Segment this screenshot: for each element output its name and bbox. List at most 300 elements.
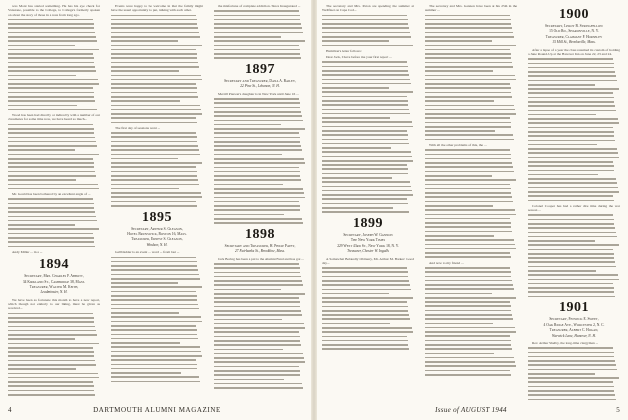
text-line bbox=[111, 372, 181, 374]
text-line bbox=[322, 156, 412, 158]
text-line bbox=[528, 114, 596, 116]
address-line: 15 Old Rd., Sharonville, N. Y. bbox=[549, 29, 599, 34]
text-line bbox=[425, 188, 511, 190]
text-line bbox=[214, 293, 305, 295]
text-line bbox=[322, 344, 408, 346]
text-line bbox=[8, 233, 93, 235]
secretary-line: Secretary and Treasurer, Dana A. Bailey, bbox=[224, 78, 296, 83]
text-line bbox=[111, 171, 197, 173]
text-line bbox=[425, 40, 492, 42]
text-line bbox=[8, 109, 97, 111]
text-line bbox=[322, 306, 408, 308]
text-line bbox=[111, 257, 196, 259]
text-line bbox=[8, 171, 95, 173]
address-line: 34 Kirkland St., Cambridge 38, Mass. bbox=[22, 279, 86, 284]
text-line bbox=[425, 87, 511, 89]
text-line bbox=[425, 370, 510, 372]
text-line bbox=[111, 304, 198, 306]
text-line bbox=[425, 45, 516, 47]
text-line bbox=[214, 171, 300, 173]
magazine-title: DARTMOUTH ALUMNI MAGAZINE bbox=[93, 406, 221, 414]
text-line bbox=[111, 188, 179, 190]
text-line bbox=[111, 299, 197, 301]
text-line bbox=[528, 140, 615, 142]
text-lines bbox=[8, 198, 100, 247]
text-line bbox=[111, 66, 199, 68]
text-lines bbox=[322, 61, 414, 212]
text-line bbox=[425, 353, 494, 355]
text-line bbox=[425, 374, 511, 376]
text-line bbox=[8, 385, 94, 387]
text-line bbox=[8, 394, 95, 396]
text-line bbox=[322, 23, 408, 25]
text-line bbox=[528, 88, 619, 90]
text-line bbox=[111, 312, 179, 314]
text-line bbox=[214, 145, 301, 147]
text-line bbox=[528, 110, 616, 112]
text-line bbox=[214, 36, 281, 38]
text-line bbox=[8, 57, 94, 59]
page-gutter bbox=[311, 0, 317, 420]
text-line bbox=[111, 351, 201, 353]
text-line bbox=[528, 58, 613, 60]
text-line bbox=[322, 276, 408, 278]
text-line bbox=[214, 115, 302, 117]
text-line bbox=[214, 141, 300, 143]
text-line bbox=[8, 246, 95, 248]
text-line bbox=[425, 96, 512, 98]
text-line bbox=[425, 331, 516, 333]
text-line bbox=[111, 32, 199, 34]
address-line: Hotel Brunswick, Boston 16, Mass. bbox=[127, 231, 187, 236]
text-line bbox=[8, 124, 93, 126]
text-line bbox=[8, 220, 97, 222]
text-line bbox=[322, 203, 408, 205]
text-line bbox=[425, 340, 511, 342]
text-line bbox=[111, 132, 196, 134]
text-line bbox=[528, 223, 614, 225]
text-line bbox=[528, 283, 613, 285]
text-lines bbox=[528, 214, 620, 297]
text-line bbox=[425, 23, 511, 25]
text-line bbox=[425, 109, 515, 111]
text-line bbox=[322, 348, 409, 350]
text-line bbox=[8, 96, 94, 98]
text-line bbox=[425, 305, 511, 307]
text-line bbox=[8, 326, 95, 328]
text-lines bbox=[425, 149, 517, 258]
text-line bbox=[214, 27, 302, 29]
text-line bbox=[214, 263, 299, 265]
text-line bbox=[322, 181, 410, 183]
text-line bbox=[425, 222, 511, 224]
text-line bbox=[528, 377, 619, 379]
text-line bbox=[214, 353, 303, 355]
text-line bbox=[528, 274, 618, 276]
text-line bbox=[214, 284, 303, 286]
text-line bbox=[8, 162, 94, 164]
text-line bbox=[8, 334, 97, 336]
text-line bbox=[425, 158, 511, 160]
address-line: 4 Oak Ridge Ave., Worcester 2, N. C. bbox=[543, 322, 605, 327]
text-line bbox=[425, 122, 511, 124]
text-line bbox=[528, 182, 617, 184]
text-line bbox=[111, 291, 196, 293]
text-line bbox=[425, 348, 512, 350]
text-line bbox=[111, 100, 180, 102]
text-line bbox=[8, 158, 93, 160]
text-line bbox=[528, 399, 616, 401]
text-line bbox=[214, 45, 299, 47]
text-lines bbox=[214, 10, 306, 59]
text-line bbox=[214, 327, 305, 329]
text-line bbox=[111, 166, 196, 168]
text-line bbox=[8, 154, 99, 156]
text-line bbox=[111, 75, 201, 77]
text-line bbox=[425, 280, 512, 282]
text-line bbox=[214, 387, 303, 389]
text-line bbox=[425, 344, 511, 346]
text-line bbox=[528, 71, 615, 73]
class-year-heading: 1895 bbox=[142, 209, 172, 225]
text-line bbox=[111, 19, 197, 21]
text-line bbox=[111, 278, 200, 280]
address-line: 27 Fairbanks St., Brookline, Mass. bbox=[235, 249, 285, 254]
text-line bbox=[111, 36, 200, 38]
text-line bbox=[322, 147, 391, 149]
text-line bbox=[8, 313, 93, 315]
text-line bbox=[8, 207, 94, 209]
text-line bbox=[111, 179, 198, 181]
class-year-heading: 1897 bbox=[245, 61, 275, 77]
text-line bbox=[8, 317, 94, 319]
right-column-1 bbox=[322, 4, 414, 402]
text-line bbox=[322, 211, 409, 213]
text-line bbox=[322, 79, 410, 81]
text-line bbox=[425, 284, 513, 286]
text-line bbox=[111, 265, 197, 267]
paragraph: Jack Boring has been a pal to the Alumni Fund and has got ... bbox=[218, 256, 304, 261]
text-line bbox=[528, 101, 614, 103]
text-line bbox=[528, 347, 613, 349]
text-line bbox=[111, 334, 197, 336]
text-line bbox=[425, 83, 510, 85]
text-line bbox=[425, 235, 494, 237]
text-line bbox=[425, 196, 512, 198]
paragraph: The secretary and Mrs. Gannon have been at his 25th in the summer ... bbox=[425, 4, 517, 13]
text-line bbox=[425, 244, 515, 246]
text-lines bbox=[214, 263, 306, 389]
text-line bbox=[425, 361, 515, 363]
paragraph: Rev. Arthur Shelby, the long-time clergyman ... bbox=[532, 340, 599, 345]
text-line bbox=[322, 168, 408, 170]
secretary-line: Secretary, Joseph W. Gannon bbox=[343, 232, 393, 237]
text-line bbox=[214, 344, 301, 346]
treasurer-line: Treasurer, Claimant F. Horseley bbox=[545, 34, 603, 39]
text-line bbox=[425, 365, 516, 367]
text-line bbox=[528, 170, 614, 172]
text-line bbox=[322, 109, 409, 111]
left-column-3 bbox=[214, 4, 306, 402]
text-line bbox=[8, 132, 94, 134]
text-line bbox=[8, 364, 96, 366]
text-line bbox=[214, 314, 302, 316]
text-line bbox=[322, 113, 410, 115]
text-line bbox=[425, 79, 516, 81]
text-line bbox=[425, 314, 512, 316]
text-line bbox=[425, 175, 492, 177]
text-line bbox=[8, 87, 93, 89]
text-line bbox=[8, 347, 93, 349]
text-line bbox=[528, 97, 614, 99]
text-lines bbox=[425, 15, 517, 141]
text-line bbox=[214, 310, 301, 312]
paragraph: Andy Miller ... in a ... bbox=[12, 249, 43, 254]
text-line bbox=[214, 222, 303, 224]
text-line bbox=[322, 297, 413, 299]
text-line bbox=[111, 261, 197, 263]
issue-date: Issue of AUGUST 1944 bbox=[435, 406, 507, 414]
text-line bbox=[425, 248, 516, 250]
text-line bbox=[425, 214, 516, 216]
text-line bbox=[214, 184, 283, 186]
text-line bbox=[322, 336, 407, 338]
text-line bbox=[322, 104, 408, 106]
text-line bbox=[322, 100, 408, 102]
text-line bbox=[425, 335, 510, 337]
text-line bbox=[8, 321, 94, 323]
treasurer-line: Treasurer, Albert C. Hogan, bbox=[549, 328, 599, 333]
text-line bbox=[111, 79, 202, 81]
text-line bbox=[528, 253, 614, 255]
text-line bbox=[425, 27, 512, 29]
text-line bbox=[322, 15, 407, 17]
text-line bbox=[8, 53, 93, 55]
text-line bbox=[322, 186, 411, 188]
text-line bbox=[8, 351, 94, 353]
text-line bbox=[214, 179, 301, 181]
text-line bbox=[214, 331, 299, 333]
text-line bbox=[322, 96, 407, 98]
text-lines bbox=[111, 132, 203, 206]
text-line bbox=[528, 200, 614, 202]
text-line bbox=[528, 157, 619, 159]
text-line bbox=[528, 352, 614, 354]
text-line bbox=[214, 280, 302, 282]
text-line bbox=[8, 377, 99, 379]
text-line bbox=[8, 62, 94, 64]
text-line bbox=[8, 145, 97, 147]
text-lines bbox=[322, 267, 414, 350]
text-line bbox=[214, 10, 299, 12]
text-line bbox=[111, 27, 198, 29]
text-line bbox=[425, 126, 511, 128]
text-line bbox=[322, 340, 408, 342]
text-line bbox=[425, 209, 515, 211]
text-line bbox=[528, 291, 614, 293]
paragraph: Gallbladder is an event ... word ... from last ... bbox=[115, 250, 180, 255]
text-line bbox=[8, 105, 77, 107]
text-line bbox=[322, 61, 407, 63]
text-line bbox=[8, 198, 93, 200]
paragraph: Dear Jack, I have before me your first report ... bbox=[326, 55, 392, 60]
text-line bbox=[425, 310, 511, 312]
text-line bbox=[111, 136, 197, 138]
text-line bbox=[8, 216, 96, 218]
text-line bbox=[111, 23, 197, 25]
text-line bbox=[528, 219, 614, 221]
text-lines bbox=[8, 313, 100, 396]
text-line bbox=[111, 295, 197, 297]
address-line: 22 Pine St., Lebanon, N. H. bbox=[240, 84, 280, 89]
text-line bbox=[322, 271, 408, 273]
paragraph: Events were happy to be welcome in that the family might have the usual opportunity to put, talking with each other. bbox=[111, 4, 203, 13]
text-line bbox=[111, 15, 196, 17]
text-line bbox=[111, 96, 198, 98]
text-line bbox=[214, 319, 282, 321]
text-line bbox=[111, 274, 199, 276]
text-line bbox=[8, 83, 99, 85]
text-lines bbox=[214, 98, 306, 224]
class-year-heading: 1894 bbox=[39, 257, 69, 273]
text-line bbox=[111, 105, 200, 107]
text-line bbox=[8, 237, 94, 239]
text-line bbox=[322, 143, 409, 145]
text-line bbox=[425, 100, 494, 102]
text-line bbox=[528, 394, 615, 396]
text-line bbox=[8, 390, 94, 392]
right-column-2 bbox=[425, 4, 517, 402]
paragraph: Merrill Pierson's daughter is in New York until June 16 ... bbox=[218, 91, 299, 96]
text-line bbox=[8, 92, 94, 94]
text-lines bbox=[528, 347, 620, 402]
treasurer-line: Treasurer, Chester W. Ingalls bbox=[347, 249, 389, 254]
text-line bbox=[214, 267, 300, 269]
text-line bbox=[214, 192, 304, 194]
secretary-line: Secretary, Fenwick E. Sweet, bbox=[549, 317, 599, 322]
paragraph: With all the other problems of this, the ... bbox=[429, 143, 487, 148]
text-line bbox=[111, 122, 197, 124]
text-line bbox=[528, 127, 613, 129]
text-line bbox=[8, 23, 94, 25]
text-line bbox=[528, 122, 619, 124]
text-line bbox=[425, 171, 514, 173]
text-line bbox=[214, 15, 300, 17]
text-line bbox=[528, 131, 614, 133]
text-line bbox=[111, 196, 202, 198]
text-line bbox=[528, 165, 614, 167]
text-line bbox=[322, 139, 408, 141]
text-line bbox=[111, 282, 178, 284]
text-line bbox=[425, 57, 511, 59]
text-line bbox=[111, 338, 198, 340]
right-column-3 bbox=[528, 4, 620, 402]
text-line bbox=[528, 227, 615, 229]
text-line bbox=[528, 174, 598, 176]
text-line bbox=[322, 284, 410, 286]
text-line bbox=[111, 158, 178, 160]
text-line bbox=[8, 40, 97, 42]
left-column-2 bbox=[111, 4, 203, 402]
text-line bbox=[425, 75, 515, 77]
text-line bbox=[425, 92, 511, 94]
page-number: 4 bbox=[8, 406, 12, 414]
secretary-line: Secretary, Arthur S. Gleason, bbox=[131, 226, 183, 231]
text-lines bbox=[425, 267, 517, 376]
text-line bbox=[528, 390, 614, 392]
text-line bbox=[214, 379, 284, 381]
text-line bbox=[214, 111, 301, 113]
text-line bbox=[214, 149, 302, 151]
text-lines bbox=[8, 124, 100, 190]
text-line bbox=[111, 175, 197, 177]
text-line bbox=[214, 137, 300, 139]
text-line bbox=[425, 162, 512, 164]
left-page bbox=[8, 4, 306, 404]
text-line bbox=[425, 239, 514, 241]
text-line bbox=[322, 19, 408, 21]
text-line bbox=[322, 293, 389, 295]
text-line bbox=[214, 23, 301, 25]
text-line bbox=[528, 84, 595, 86]
text-line bbox=[425, 276, 511, 278]
text-line bbox=[111, 321, 202, 323]
text-line bbox=[425, 105, 514, 107]
text-line bbox=[111, 117, 196, 119]
text-line bbox=[528, 105, 615, 107]
text-line bbox=[111, 376, 199, 378]
text-line bbox=[8, 49, 99, 51]
text-line bbox=[322, 117, 390, 119]
text-line bbox=[528, 270, 596, 272]
text-line bbox=[425, 15, 510, 17]
text-line bbox=[214, 53, 300, 55]
paragraph: Wood has been had directly or indirectly with a number of our classmates for some time now, we have heard so much... bbox=[8, 113, 100, 122]
text-line bbox=[528, 296, 615, 298]
address-line: Windsor, N. H. bbox=[146, 242, 168, 247]
text-line bbox=[111, 286, 202, 288]
text-line bbox=[322, 45, 413, 47]
text-line bbox=[111, 355, 202, 357]
text-line bbox=[322, 32, 410, 34]
text-line bbox=[111, 325, 196, 327]
text-line bbox=[528, 63, 614, 65]
text-line bbox=[425, 267, 510, 269]
text-line bbox=[322, 289, 411, 291]
text-line bbox=[214, 102, 300, 104]
text-line bbox=[111, 359, 196, 361]
text-line bbox=[111, 92, 197, 94]
paragraph: The secretary and Mrs. Paton are spending the summer at Wellfleet on Cape Cod... bbox=[322, 4, 414, 13]
text-lines bbox=[111, 257, 203, 383]
text-line bbox=[8, 188, 99, 190]
text-line bbox=[214, 340, 300, 342]
text-line bbox=[214, 205, 300, 207]
text-line bbox=[214, 357, 304, 359]
text-line bbox=[214, 57, 301, 59]
text-line bbox=[322, 198, 407, 200]
text-line bbox=[528, 75, 616, 77]
text-line bbox=[214, 366, 299, 368]
text-line bbox=[322, 327, 412, 329]
paragraph: Colonel Cooper has had a rather dire time during the war season ... bbox=[528, 203, 620, 213]
text-line bbox=[111, 368, 197, 370]
left-column-1 bbox=[8, 4, 100, 402]
text-line bbox=[111, 201, 196, 203]
text-line bbox=[214, 32, 303, 34]
text-line bbox=[8, 66, 95, 68]
paragraph: The first day of sessions went ... bbox=[115, 125, 161, 130]
